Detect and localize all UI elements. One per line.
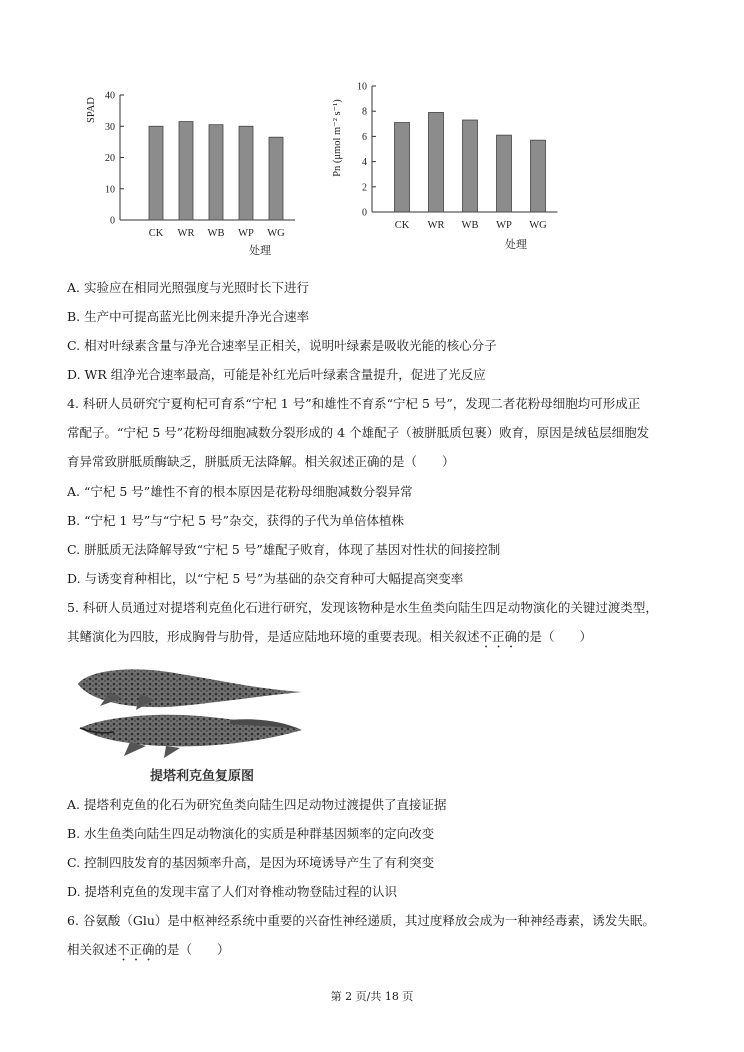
page-footer: 第 2 页/共 18 页: [330, 990, 414, 1003]
y-tick-label: 0: [110, 215, 115, 227]
q3-option-d: D. WR 组净光合速率最高，可能是补红光后叶绿素含量提升，促进了光反应: [67, 367, 486, 382]
q5-stem-text: 其鳍演化为四肢，形成胸骨与肋骨，是适应陆地环境的重要表现。相关叙述: [67, 629, 480, 644]
x-tick-label: WP: [238, 228, 254, 239]
y-axis-label: Pn (μmol m⁻² s⁻¹): [332, 99, 343, 177]
x-axis-label: 处理: [249, 245, 271, 257]
x-tick-label: WB: [207, 228, 225, 239]
bar-wb: [463, 120, 478, 212]
bar-wg: [531, 140, 546, 212]
figure-caption: 提塔利克鱼复原图: [150, 769, 255, 784]
bar-wp: [239, 126, 253, 220]
y-axis-label: SPAD: [86, 97, 97, 123]
x-tick-label: WR: [177, 228, 195, 239]
bar-wb: [209, 125, 223, 220]
x-axis-label: 处理: [505, 239, 527, 251]
x-tick-label: CK: [394, 220, 410, 231]
q3-option-c: C. 相对叶绿素含量与净光合速率呈正相关，说明叶绿素是吸收光能的核心分子: [67, 338, 497, 353]
x-tick-label: WG: [267, 228, 285, 239]
q6-stem-text: 相关叙述: [67, 942, 118, 957]
q6-emphasis: 不正确: [117, 942, 155, 957]
q5-stem-end: 的是（ ）: [517, 629, 593, 644]
q3-option-b: B. 生产中可提高蓝光比例来提升净光合速率: [67, 309, 310, 324]
bar-wr: [429, 112, 444, 212]
y-tick-label: 6: [362, 131, 367, 143]
bar-wg: [269, 137, 283, 220]
y-tick-label: 40: [105, 90, 115, 102]
q6-stem-end: 的是（ ）: [154, 942, 230, 957]
fish-side-view: [80, 715, 302, 747]
bar-ck: [149, 126, 163, 220]
q4-stem-line3: 育异常致胼胝质酶缺乏，胼胝质无法降解。相关叙述正确的是（ ）: [67, 454, 455, 469]
x-tick-label: WB: [461, 220, 479, 231]
x-tick-label: WG: [529, 220, 547, 231]
y-tick-label: 20: [105, 153, 115, 164]
q4-stem-line2: 常配子。“宁杞 5 号”花粉母细胞减数分裂形成的 4 个雄配子（被胼胝质包裹）败育，原因是绒毡层细胞发: [67, 425, 650, 440]
y-tick-label: 10: [357, 81, 367, 93]
q3-option-a: A. 实验应在相同光照强度与光照时长下进行: [67, 280, 309, 295]
x-tick-label: CK: [148, 228, 164, 239]
q6-stem-line1: 6. 谷氨酸（Glu）是中枢神经系统中重要的兴奋性神经递质，其过度释放会成为一种神经毒素，诱发失眠。: [67, 913, 655, 928]
x-tick-label: WR: [427, 220, 445, 231]
q5-stem-line2: [67, 629, 592, 651]
y-tick-label: 8: [362, 106, 367, 118]
x-tick-label: WP: [496, 220, 512, 231]
q4-option-d: D. 与诱变育种相比，以“宁杞 5 号”为基础的杂交育种可大幅提高突变率: [67, 571, 464, 586]
q5-option-d: D. 提塔利克鱼的发现丰富了人们对脊椎动物登陆过程的认识: [67, 884, 398, 899]
pn-bar-chart: [322, 78, 562, 258]
q4-option-a: A. “宁杞 5 号”雄性不育的根本原因是花粉母细胞减数分裂异常: [67, 484, 413, 499]
y-tick-label: 10: [105, 184, 115, 196]
spad-bar-chart: [80, 82, 310, 262]
y-tick-label: 0: [362, 207, 367, 219]
y-tick-label: 4: [362, 157, 367, 169]
q5-option-a: A. 提塔利克鱼的化石为研究鱼类向陆生四足动物过渡提供了直接证据: [67, 797, 447, 812]
bar-ck: [395, 123, 410, 212]
q4-option-c: C. 胼胝质无法降解导致“宁杞 5 号”雄配子败育，体现了基因对性状的间接控制: [67, 542, 501, 557]
q4-option-b: B. “宁杞 1 号”与“宁杞 5 号”杂交，获得的子代为单倍体植株: [67, 513, 404, 528]
bar-wr: [179, 122, 193, 220]
q5-option-c: C. 控制四肢发育的基因频率升高，是因为环境诱导产生了有利突变: [67, 855, 435, 870]
y-tick-label: 30: [105, 121, 115, 133]
q4-stem-line1: 4. 科研人员研究宁夏枸杞可育系“宁杞 1 号”和雄性不育系“宁杞 5 号”，发现二者花粉母细胞均可形成正: [67, 396, 641, 411]
q5-emphasis: 不正确: [479, 629, 518, 644]
bar-wp: [497, 135, 512, 212]
q6-stem-line2: [67, 942, 230, 964]
q5-option-b: B. 水生鱼类向陆生四足动物演化的实质是种群基因频率的定向改变: [67, 826, 435, 841]
y-tick-label: 2: [362, 182, 367, 194]
q5-stem-line1: 5. 科研人员通过对提塔利克鱼化石进行研究，发现该物种是水生鱼类向陆生四足动物演化的关键过渡类型，: [67, 600, 658, 615]
